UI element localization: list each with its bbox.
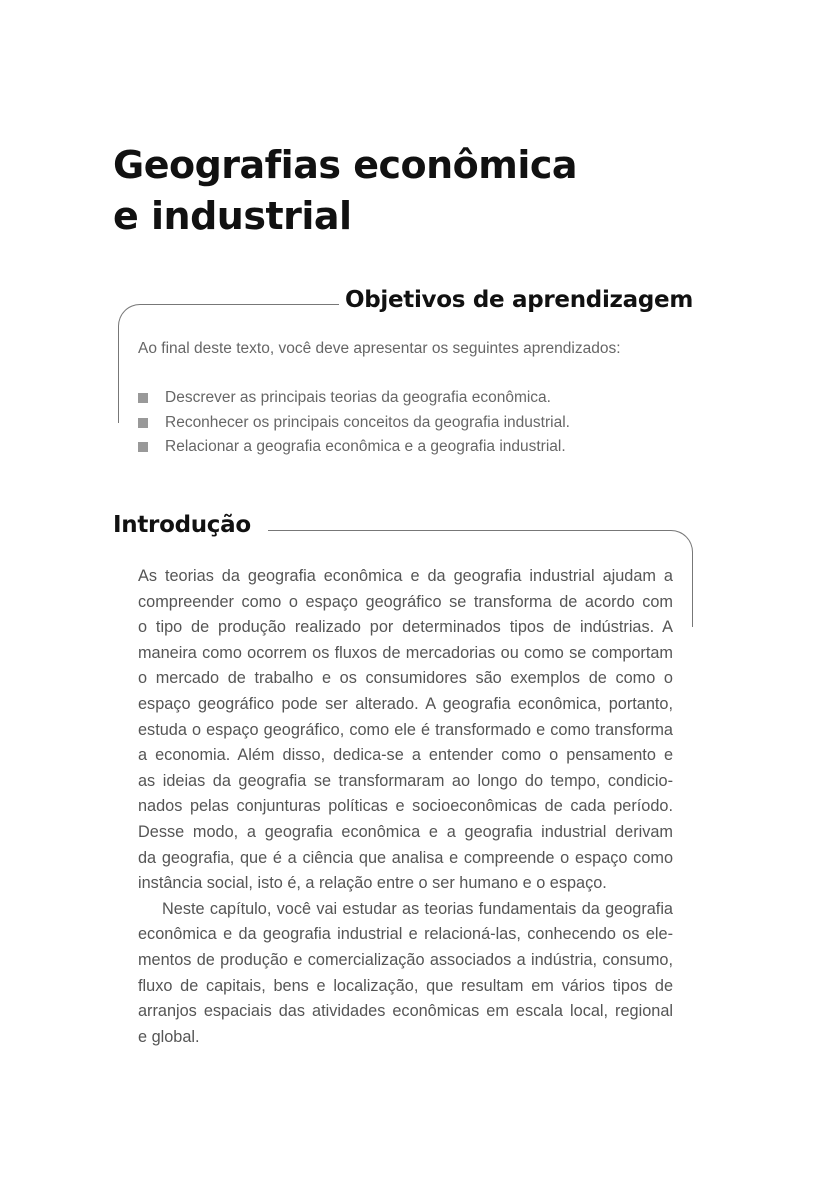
objectives-intro: Ao final deste texto, você deve apresentar os seguintes aprendizados:	[138, 340, 621, 357]
paragraph-line: Desse modo, a geografia econômica e a geografia industrial derivam	[138, 822, 673, 841]
objective-item	[138, 411, 570, 436]
paragraph-line: instância social, isto é, a relação entre o ser humano e o espaço.	[138, 874, 607, 893]
paragraph-line: o mercado de trabalho e os consumidores são exemplos de como o	[138, 669, 673, 688]
chapter-title	[113, 140, 577, 242]
square-bullet-icon	[138, 442, 148, 452]
objective-item	[138, 435, 570, 460]
square-bullet-icon	[138, 418, 148, 428]
paragraph-line: compreender como o espaço geográfico se transforma de acordo com	[138, 592, 673, 611]
introduction-body	[138, 564, 673, 1050]
paragraph-line: arranjos espaciais das atividades econômicas em escala local, regional	[138, 1002, 673, 1021]
objectives-list	[138, 386, 570, 460]
paragraph-line: fluxo de capitais, bens e localização, que resultam em vários tipos de	[138, 976, 673, 995]
paragraph-line: nados pelas conjunturas políticas e socioeconômicas de cada período.	[138, 797, 673, 816]
paragraph-line: da geografia, que é a ciência que analisa e compreende o espaço como	[138, 848, 673, 867]
paragraph-line: espaço geográfico pode ser alterado. A geografia econômica, portanto,	[138, 694, 673, 713]
chapter-title-line-2: e industrial	[113, 194, 352, 238]
objective-item	[138, 386, 570, 411]
paragraph-line: e global.	[138, 1027, 200, 1046]
paragraph-line: Neste capítulo, você vai estudar as teorias fundamentais da geografia	[162, 899, 673, 918]
objective-text: Relacionar a geografia econômica e a geografia industrial.	[165, 438, 566, 455]
paragraph-line: mentos de produção e comercialização associados a indústria, consumo,	[138, 950, 673, 969]
paragraph-2	[138, 897, 673, 1051]
square-bullet-icon	[138, 393, 148, 403]
paragraph-line: As teorias da geografia econômica e da geografia industrial ajudam a	[138, 567, 673, 585]
objective-text: Reconhecer os principais conceitos da geografia industrial.	[165, 413, 570, 431]
paragraph-1	[138, 564, 673, 897]
paragraph-line: econômica e da geografia industrial e relacioná-las, conhecendo os ele-	[138, 925, 673, 944]
paragraph-line: estuda o espaço geográfico, como ele é transformado e como transforma	[138, 720, 673, 739]
paragraph-line: maneira como ocorrem os fluxos de mercadorias ou como se comportam	[138, 643, 673, 662]
introduction-heading: Introdução	[113, 512, 251, 538]
paragraph-line: a economia. Além disso, dedica-se a entender como o pensamento e	[138, 746, 673, 765]
paragraph-line: as ideias da geografia se transformaram ao longo do tempo, condicio-	[138, 771, 673, 790]
chapter-title-line-1: Geografias econômica	[113, 143, 578, 187]
objectives-heading: Objetivos de aprendizagem	[344, 287, 693, 313]
paragraph-line: o tipo de produção realizado por determinados tipos de indústrias. A	[138, 618, 673, 637]
objective-text: Descrever as principais teorias da geografia econômica.	[165, 389, 551, 406]
